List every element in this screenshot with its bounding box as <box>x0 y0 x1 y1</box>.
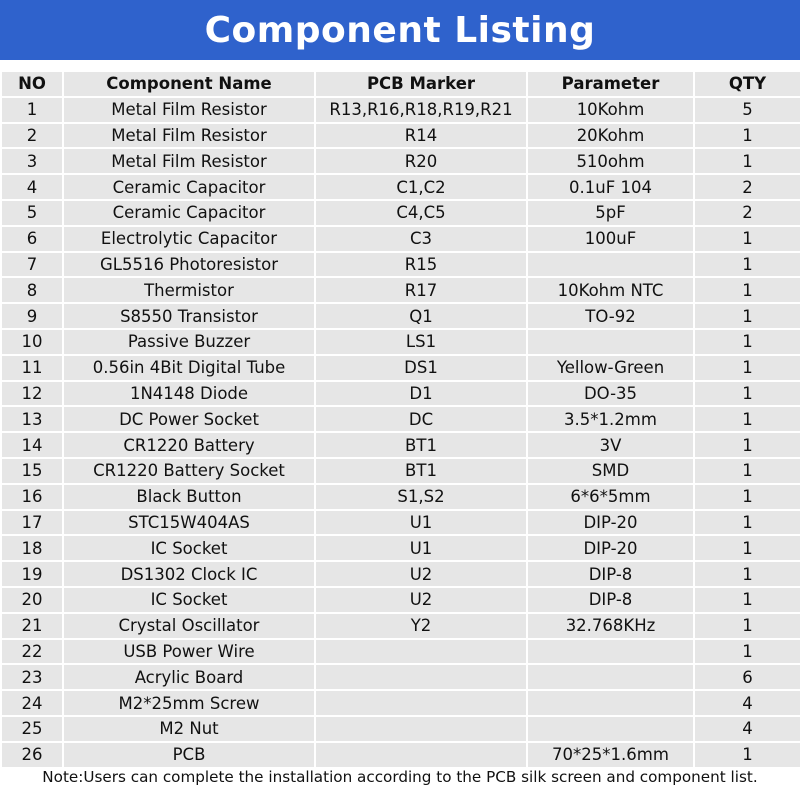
cell-component-name: DS1302 Clock IC <box>64 562 314 586</box>
table-row <box>2 665 800 689</box>
cell-qty: 2 <box>695 201 800 225</box>
cell-parameter <box>528 640 693 664</box>
cell-pcb-marker: R14 <box>316 124 526 148</box>
table-body <box>2 98 800 767</box>
cell-parameter: 10Kohm <box>528 98 693 122</box>
cell-parameter: 20Kohm <box>528 124 693 148</box>
cell-qty: 1 <box>695 149 800 173</box>
cell-component-name: PCB <box>64 743 314 767</box>
cell-parameter: TO-92 <box>528 304 693 328</box>
table-row <box>2 149 800 173</box>
cell-no: 4 <box>2 175 62 199</box>
cell-component-name: Acrylic Board <box>64 665 314 689</box>
cell-parameter: Yellow-Green <box>528 356 693 380</box>
cell-no: 11 <box>2 356 62 380</box>
table-row <box>2 356 800 380</box>
cell-pcb-marker: BT1 <box>316 433 526 457</box>
column-header-component-name: Component Name <box>64 72 314 96</box>
table-row <box>2 691 800 715</box>
table-row <box>2 433 800 457</box>
cell-pcb-marker: U1 <box>316 511 526 535</box>
table-header-row <box>2 72 800 96</box>
cell-no: 16 <box>2 485 62 509</box>
column-header-qty: QTY <box>695 72 800 96</box>
cell-pcb-marker: Q1 <box>316 304 526 328</box>
cell-qty: 1 <box>695 459 800 483</box>
cell-parameter: 100uF <box>528 227 693 251</box>
installation-note: Note:Users can complete the installation according to the PCB silk screen and component list. <box>42 768 758 786</box>
cell-component-name: CR1220 Battery Socket <box>64 459 314 483</box>
cell-qty: 1 <box>695 511 800 535</box>
table-row <box>2 536 800 560</box>
cell-pcb-marker <box>316 640 526 664</box>
cell-no: 10 <box>2 330 62 354</box>
cell-qty: 1 <box>695 253 800 277</box>
cell-component-name: Crystal Oscillator <box>64 614 314 638</box>
cell-no: 20 <box>2 588 62 612</box>
cell-qty: 1 <box>695 407 800 431</box>
cell-pcb-marker: R13,R16,R18,R19,R21 <box>316 98 526 122</box>
cell-parameter <box>528 691 693 715</box>
cell-pcb-marker: U1 <box>316 536 526 560</box>
cell-parameter: 5pF <box>528 201 693 225</box>
table-row <box>2 588 800 612</box>
cell-qty: 1 <box>695 743 800 767</box>
cell-parameter: 3.5*1.2mm <box>528 407 693 431</box>
cell-component-name: CR1220 Battery <box>64 433 314 457</box>
cell-parameter <box>528 253 693 277</box>
table-row <box>2 175 800 199</box>
component-table-wrapper <box>0 70 800 769</box>
cell-no: 7 <box>2 253 62 277</box>
cell-no: 19 <box>2 562 62 586</box>
cell-no: 12 <box>2 382 62 406</box>
cell-pcb-marker: Y2 <box>316 614 526 638</box>
cell-no: 17 <box>2 511 62 535</box>
table-row <box>2 614 800 638</box>
cell-pcb-marker: R15 <box>316 253 526 277</box>
cell-qty: 1 <box>695 588 800 612</box>
cell-qty: 2 <box>695 175 800 199</box>
cell-component-name: IC Socket <box>64 536 314 560</box>
title-banner <box>0 0 800 60</box>
cell-component-name: DC Power Socket <box>64 407 314 431</box>
cell-pcb-marker <box>316 743 526 767</box>
table-row <box>2 562 800 586</box>
cell-no: 21 <box>2 614 62 638</box>
cell-parameter: DO-35 <box>528 382 693 406</box>
cell-qty: 1 <box>695 382 800 406</box>
table-row <box>2 278 800 302</box>
cell-parameter: 3V <box>528 433 693 457</box>
table-row <box>2 201 800 225</box>
cell-parameter: DIP-8 <box>528 562 693 586</box>
cell-component-name: Electrolytic Capacitor <box>64 227 314 251</box>
cell-component-name: IC Socket <box>64 588 314 612</box>
cell-parameter: SMD <box>528 459 693 483</box>
cell-pcb-marker: C3 <box>316 227 526 251</box>
cell-no: 22 <box>2 640 62 664</box>
cell-pcb-marker: BT1 <box>316 459 526 483</box>
cell-pcb-marker: U2 <box>316 562 526 586</box>
cell-pcb-marker: S1,S2 <box>316 485 526 509</box>
cell-qty: 1 <box>695 304 800 328</box>
cell-no: 1 <box>2 98 62 122</box>
cell-component-name: Thermistor <box>64 278 314 302</box>
cell-parameter: DIP-20 <box>528 511 693 535</box>
cell-no: 14 <box>2 433 62 457</box>
column-header-pcb-marker: PCB Marker <box>316 72 526 96</box>
table-row <box>2 124 800 148</box>
cell-pcb-marker <box>316 691 526 715</box>
cell-pcb-marker: R20 <box>316 149 526 173</box>
table-row <box>2 407 800 431</box>
cell-component-name: Ceramic Capacitor <box>64 175 314 199</box>
cell-qty: 1 <box>695 614 800 638</box>
cell-no: 23 <box>2 665 62 689</box>
cell-parameter <box>528 665 693 689</box>
cell-no: 26 <box>2 743 62 767</box>
cell-pcb-marker: R17 <box>316 278 526 302</box>
cell-component-name: GL5516 Photoresistor <box>64 253 314 277</box>
cell-component-name: Metal Film Resistor <box>64 124 314 148</box>
cell-component-name: 0.56in 4Bit Digital Tube <box>64 356 314 380</box>
cell-qty: 1 <box>695 562 800 586</box>
cell-no: 13 <box>2 407 62 431</box>
cell-component-name: USB Power Wire <box>64 640 314 664</box>
cell-qty: 6 <box>695 665 800 689</box>
cell-qty: 4 <box>695 691 800 715</box>
table-row <box>2 640 800 664</box>
cell-no: 5 <box>2 201 62 225</box>
table-row <box>2 485 800 509</box>
cell-pcb-marker: DS1 <box>316 356 526 380</box>
table-row <box>2 511 800 535</box>
column-header-parameter: Parameter <box>528 72 693 96</box>
cell-qty: 4 <box>695 717 800 741</box>
cell-qty: 1 <box>695 356 800 380</box>
cell-pcb-marker: DC <box>316 407 526 431</box>
cell-component-name: M2*25mm Screw <box>64 691 314 715</box>
cell-no: 3 <box>2 149 62 173</box>
cell-no: 15 <box>2 459 62 483</box>
table-row <box>2 743 800 767</box>
cell-parameter <box>528 717 693 741</box>
cell-no: 8 <box>2 278 62 302</box>
cell-no: 2 <box>2 124 62 148</box>
cell-component-name: 1N4148 Diode <box>64 382 314 406</box>
cell-qty: 1 <box>695 278 800 302</box>
cell-pcb-marker: C1,C2 <box>316 175 526 199</box>
cell-parameter: DIP-8 <box>528 588 693 612</box>
table-row <box>2 330 800 354</box>
table-row <box>2 98 800 122</box>
cell-no: 9 <box>2 304 62 328</box>
cell-qty: 1 <box>695 124 800 148</box>
cell-parameter: 6*6*5mm <box>528 485 693 509</box>
cell-pcb-marker: C4,C5 <box>316 201 526 225</box>
cell-no: 6 <box>2 227 62 251</box>
cell-component-name: M2 Nut <box>64 717 314 741</box>
cell-qty: 1 <box>695 536 800 560</box>
table-row <box>2 253 800 277</box>
column-header-no: NO <box>2 72 62 96</box>
cell-pcb-marker: LS1 <box>316 330 526 354</box>
page-title: Component Listing <box>204 9 596 51</box>
cell-parameter: 510ohm <box>528 149 693 173</box>
cell-component-name: S8550 Transistor <box>64 304 314 328</box>
cell-parameter: 10Kohm NTC <box>528 278 693 302</box>
cell-parameter <box>528 330 693 354</box>
cell-parameter: 32.768KHz <box>528 614 693 638</box>
cell-component-name: Metal Film Resistor <box>64 98 314 122</box>
cell-pcb-marker <box>316 665 526 689</box>
cell-component-name: Ceramic Capacitor <box>64 201 314 225</box>
cell-component-name: STC15W404AS <box>64 511 314 535</box>
cell-qty: 1 <box>695 433 800 457</box>
cell-pcb-marker: D1 <box>316 382 526 406</box>
cell-component-name: Metal Film Resistor <box>64 149 314 173</box>
table-row <box>2 459 800 483</box>
table-row <box>2 382 800 406</box>
cell-qty: 1 <box>695 485 800 509</box>
cell-qty: 1 <box>695 227 800 251</box>
cell-qty: 5 <box>695 98 800 122</box>
table-row <box>2 717 800 741</box>
table-row <box>2 227 800 251</box>
component-table <box>0 70 800 769</box>
cell-pcb-marker <box>316 717 526 741</box>
cell-no: 24 <box>2 691 62 715</box>
cell-parameter: 70*25*1.6mm <box>528 743 693 767</box>
cell-qty: 1 <box>695 640 800 664</box>
cell-component-name: Passive Buzzer <box>64 330 314 354</box>
cell-no: 25 <box>2 717 62 741</box>
cell-pcb-marker: U2 <box>316 588 526 612</box>
cell-no: 18 <box>2 536 62 560</box>
cell-component-name: Black Button <box>64 485 314 509</box>
table-row <box>2 304 800 328</box>
cell-parameter: 0.1uF 104 <box>528 175 693 199</box>
cell-qty: 1 <box>695 330 800 354</box>
cell-parameter: DIP-20 <box>528 536 693 560</box>
